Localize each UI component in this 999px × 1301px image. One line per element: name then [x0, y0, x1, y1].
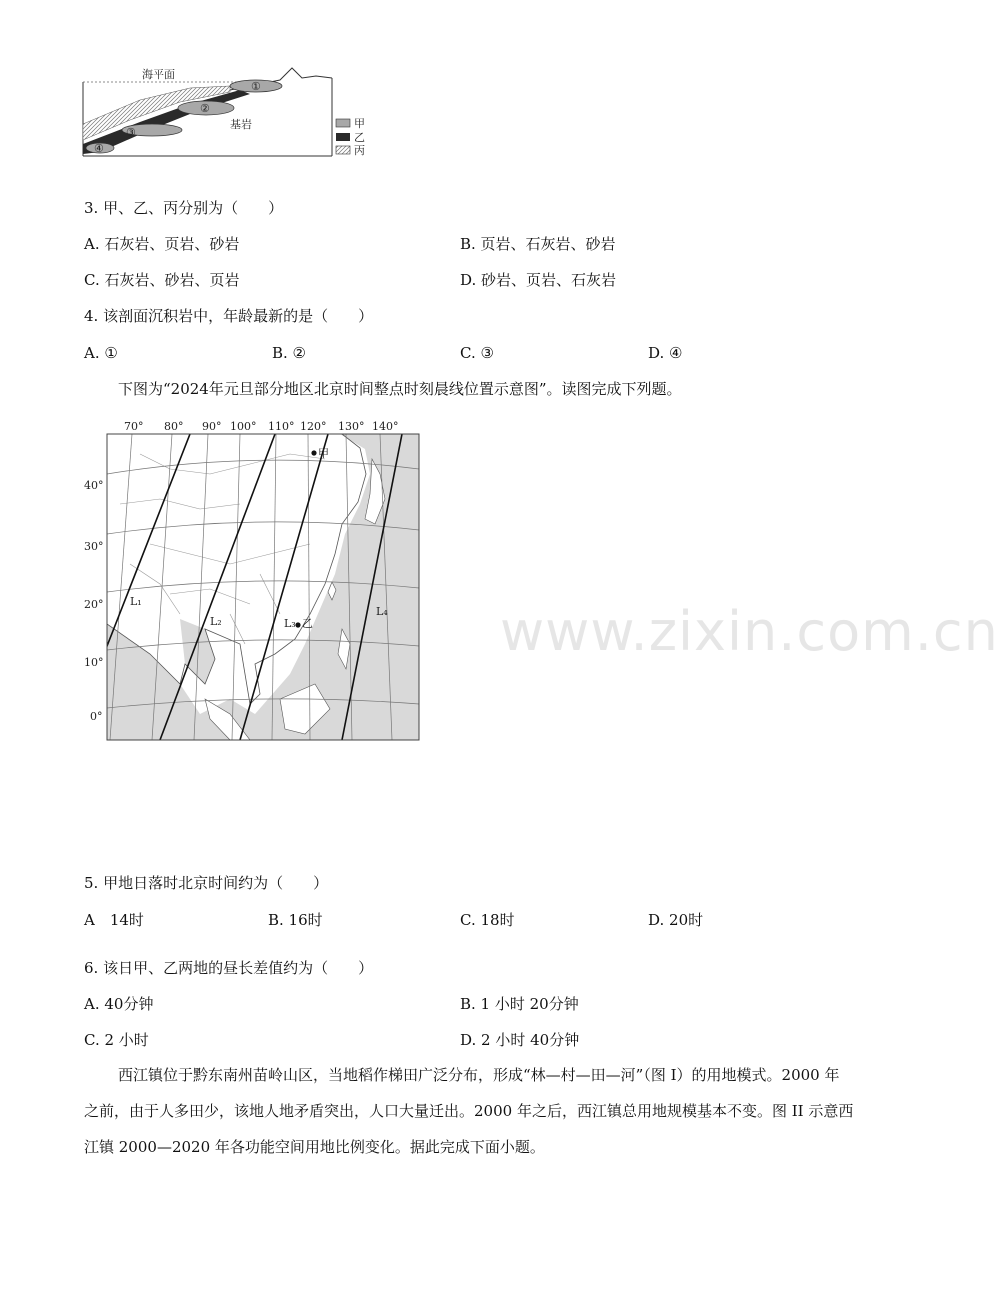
lat-label-20: 20°: [84, 598, 104, 611]
q3-option-a[interactable]: A. 石灰岩、页岩、砂岩: [84, 235, 240, 253]
lat-label-30: 30°: [84, 540, 104, 553]
point-jia: [311, 450, 316, 455]
q3-stem: 3. 甲、乙、丙分别为（ ）: [84, 199, 284, 217]
q4-option-c[interactable]: C. ③: [460, 344, 494, 362]
legend-yi: 乙: [354, 131, 365, 144]
point-yi: [295, 622, 300, 627]
lon-label-70: 70°: [124, 420, 144, 433]
q3-option-b[interactable]: B. 页岩、石灰岩、砂岩: [460, 235, 616, 253]
legend-bing: 丙: [354, 144, 365, 157]
q6-option-a[interactable]: A. 40分钟: [84, 995, 154, 1013]
q6-option-b[interactable]: B. 1 小时 20分钟: [460, 995, 579, 1013]
dawn-line-map: [80, 414, 425, 748]
q5-option-a[interactable]: A 14时: [84, 911, 144, 929]
sea-level-label: 海平面: [142, 68, 175, 81]
q4-option-b[interactable]: B. ②: [272, 344, 307, 362]
q3-option-d[interactable]: D. 砂岩、页岩、石灰岩: [460, 271, 617, 289]
lon-label-100: 100°: [230, 420, 257, 433]
lat-label-40: 40°: [84, 479, 104, 492]
q6-stem: 6. 该日甲、乙两地的昼长差值约为（ ）: [84, 959, 374, 977]
line-label-L1: L₁: [130, 595, 142, 608]
bedrock-label: 基岩: [230, 118, 252, 131]
lon-label-110: 110°: [268, 420, 295, 433]
q5-option-c[interactable]: C. 18时: [460, 911, 515, 929]
watermark: www.zixin.com.cn: [500, 600, 999, 663]
lon-label-80: 80°: [164, 420, 184, 433]
line-label-L2: L₂: [210, 615, 222, 628]
q4-option-a[interactable]: A. ①: [84, 344, 118, 362]
q4-option-d[interactable]: D. ④: [648, 344, 683, 362]
lon-label-130: 130°: [338, 420, 365, 433]
lat-label-10: 10°: [84, 656, 104, 669]
marker-3: ③: [126, 126, 136, 139]
marker-1: ①: [251, 80, 261, 93]
q4-stem: 4. 该剖面沉积岩中，年龄最新的是（ ）: [84, 307, 374, 325]
legend-jia: 甲: [354, 117, 365, 130]
point-yi-label: 乙: [302, 617, 313, 630]
q5-option-b[interactable]: B. 16时: [268, 911, 323, 929]
q5-stem: 5. 甲地日落时北京时间约为（ ）: [84, 874, 329, 892]
lon-label-140: 140°: [372, 420, 399, 433]
map-intro: 下图为“2024年元旦部分地区北京时间整点时刻晨线位置示意图”。读图完成下列题。: [118, 380, 682, 398]
line-label-L3: L₃: [284, 617, 296, 630]
xijiang-intro: 西江镇位于黔东南州苗岭山区，当地稻作梯田广泛分布，形成“林—村—田—河”（图 I）的用地模式。2000 年之前，由于人多田少，该地人地矛盾突出，人口大量迁出。2000 年之后，西江镇总用地规模基本不变。图 II 示意西江镇 2000—2020 年各功能空间用地比例变化。据此完成下面小题。: [84, 1066, 854, 1156]
q3-option-c[interactable]: C. 石灰岩、砂岩、页岩: [84, 271, 240, 289]
q6-option-c[interactable]: C. 2 小时: [84, 1031, 149, 1049]
point-jia-label: 甲: [318, 447, 329, 460]
q5-option-d[interactable]: D. 20时: [648, 911, 704, 929]
lon-label-90: 90°: [202, 420, 222, 433]
q6-option-d[interactable]: D. 2 小时 40分钟: [460, 1031, 580, 1049]
lon-label-120: 120°: [300, 420, 327, 433]
line-label-L4: L₄: [376, 605, 388, 618]
lat-label-0: 0°: [90, 710, 103, 723]
cross-section-figure: [80, 64, 380, 160]
marker-4: ④: [94, 142, 104, 155]
marker-2: ②: [200, 102, 210, 115]
